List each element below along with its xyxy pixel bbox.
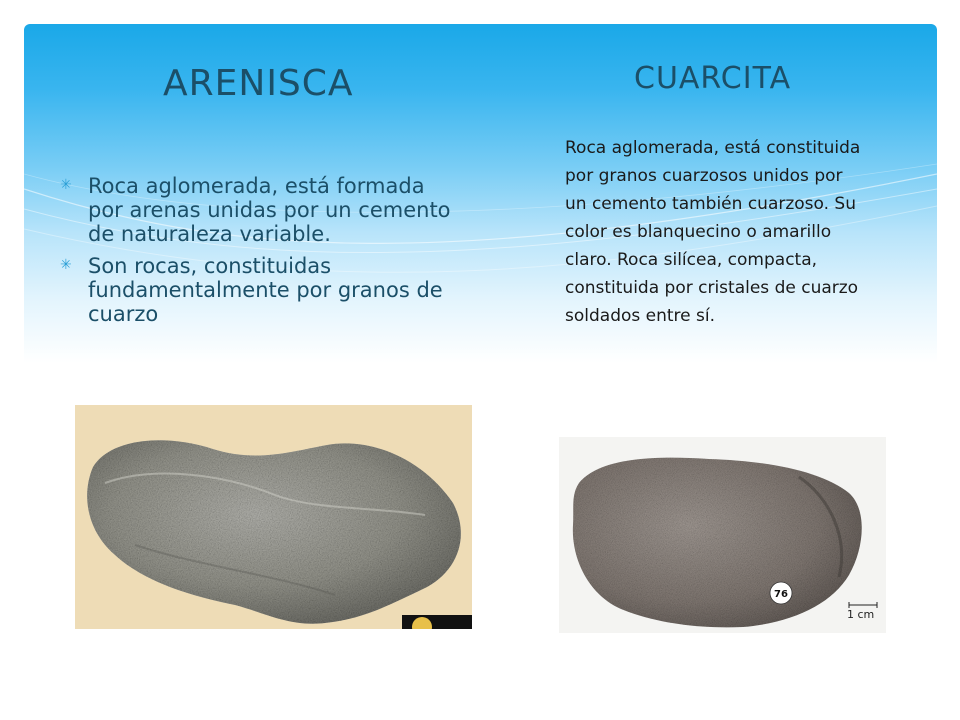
- asterisk-bullet-icon: ✳: [60, 257, 72, 273]
- bullet-item: [60, 254, 460, 326]
- slide: [24, 24, 937, 676]
- bullet-item: [60, 174, 460, 246]
- cuarcita-description: Roca aglomerada, está constituida por granos cuarzosos unidos por un cemento también cuarzoso. Su color es blanquecino o amarillo claro. Roca silícea, compacta, constituida por cristales de cuarzo soldados entre sí.: [565, 138, 861, 326]
- sandstone-rock-illustration: [75, 405, 472, 629]
- bullet-text: Roca aglomerada, está formada por arenas unidas por un cemento de naturaleza variable.: [88, 174, 451, 246]
- cuarcita-title: CUARCITA: [634, 61, 792, 96]
- arenisca-title: ARENISCA: [163, 63, 354, 104]
- arenisca-photo: [75, 405, 472, 629]
- quartzite-rock-illustration: [559, 437, 886, 633]
- scale-bar-label: 1 cm: [847, 608, 875, 621]
- asterisk-bullet-icon: ✳: [60, 177, 72, 193]
- logo-badge: [402, 615, 472, 629]
- specimen-number-label: 76: [774, 589, 788, 600]
- logo-badge-dot: [412, 617, 432, 629]
- bullet-text: Son rocas, constituidas fundamentalmente por granos de cuarzo: [88, 254, 443, 326]
- cuarcita-photo: [559, 437, 886, 633]
- arenisca-bullet-list: [60, 174, 460, 334]
